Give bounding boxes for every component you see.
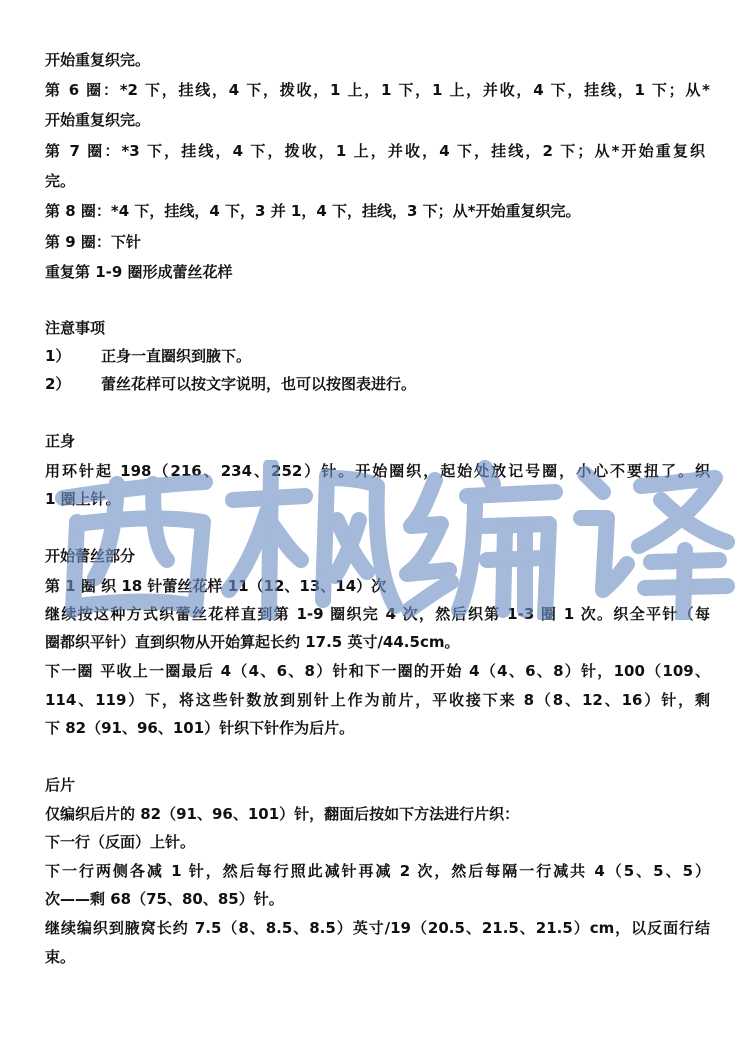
back-line-4: 次——剩 68（75、80、85）针。	[45, 890, 284, 908]
body-line-2: 1 圈上针。	[45, 490, 121, 508]
round7-line1: 第 7 圈：*3 下，挂线，4 下，拨收，1 上，并收，4 下，挂线，2 下；从*开始重复织	[45, 142, 705, 160]
notes-item-1-text: 正身一直圈织到腋下。	[101, 347, 252, 365]
lace-line-6: 下 82（91、96、101）针织下针作为后片。	[45, 719, 355, 737]
notes-item-1-number: 1）	[45, 347, 71, 365]
lace-heading: 开始蕾丝部分	[45, 547, 136, 565]
round9-line: 第 9 圈：下针	[45, 233, 141, 251]
round5-continuation: 开始重复织完。	[45, 51, 151, 69]
back-line-6: 束。	[45, 948, 76, 966]
notes-heading: 注意事项	[45, 319, 106, 337]
lace-line-3: 圈都织平针）直到织物从开始算起长约 17.5 英寸/44.5cm。	[45, 633, 460, 651]
back-line-1: 仅编织后片的 82（91、96、101）针，翻面后按如下方法进行片织：	[45, 805, 520, 823]
lace-line-2: 继续按这种方式织蕾丝花样直到第 1-9 圈织完 4 次，然后织第 1-3 圈 1 次。织全平针（每	[45, 605, 710, 623]
watermark-calligraphy	[55, 460, 735, 620]
back-line-5: 继续编织到腋窝长约 7.5（8、8.5、8.5）英寸/19（20.5、21.5、21.5）cm，以反面行结	[45, 919, 710, 937]
body-line-1: 用环针起 198（216、234、252）针。开始圈织，起始处放记号圈，小心不要扭了。织	[45, 462, 710, 480]
watermark-glyph-yi	[581, 474, 727, 618]
lace-line-1: 第 1 圈 织 18 针蕾丝花样 11（12、13、14）次	[45, 577, 387, 595]
notes-item-1	[45, 346, 251, 366]
round7-line2: 完。	[45, 172, 76, 190]
round6-line2: 开始重复织完。	[45, 111, 151, 129]
back-line-3: 下一行两侧各减 1 针，然后每行照此减针再减 2 次，然后每隔一行减共 4（5、5、5）	[45, 862, 710, 880]
body-heading: 正身	[45, 432, 76, 450]
lace-line-4: 下一圈 平收上一圈最后 4（4、6、8）针和下一圈的开始 4（4、6、8）针，100（109、	[45, 662, 710, 680]
notes-item-2-text: 蕾丝花样可以按文字说明，也可以按图表进行。	[101, 375, 417, 393]
notes-item-2	[45, 374, 416, 394]
notes-item-2-number: 2）	[45, 375, 71, 393]
repeat-instruction: 重复第 1-9 圈形成蕾丝花样	[45, 263, 233, 281]
round8-line: 第 8 圈：*4 下，挂线，4 下，3 并 1，4 下，挂线，3 下；从*开始重复织完。	[45, 202, 581, 220]
back-line-2: 下一行（反面）上针。	[45, 833, 196, 851]
round6-line1: 第 6 圈：*2 下，挂线，4 下，拨收，1 上，1 下，1 上，并收，4 下，挂线，1 下；从*	[45, 81, 710, 99]
lace-line-5: 114、119）下，将这些针数放到别针上作为前片，平收接下来 8（8、12、16）针，剩	[45, 691, 710, 709]
back-heading: 后片	[45, 776, 76, 794]
watermark-glyph-bian	[407, 468, 555, 616]
